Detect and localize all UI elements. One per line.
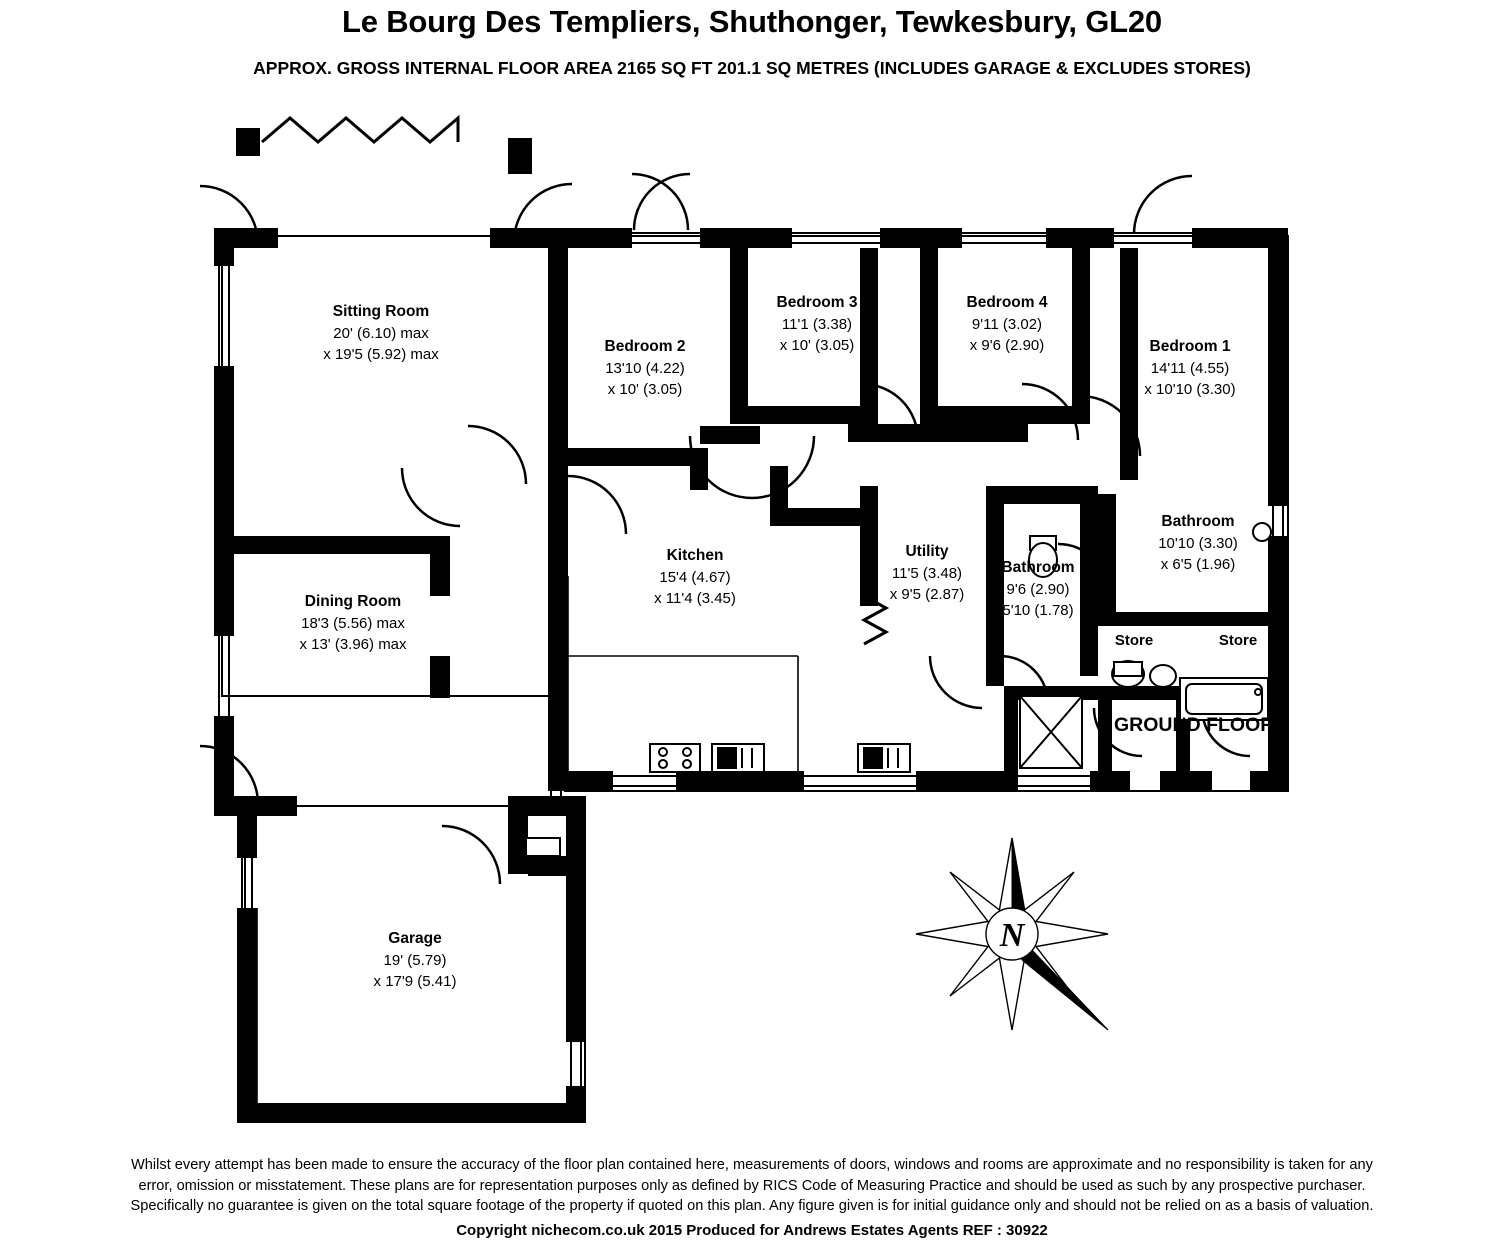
floor-area-subtitle: APPROX. GROSS INTERNAL FLOOR AREA 2165 SQ FT 201.1 SQ METRES (INCLUDES GARAGE & EXCLUDES STORES) — [253, 58, 1251, 78]
room-label-dining-room — [238, 591, 468, 656]
room-label-bedroom-2 — [555, 336, 735, 401]
disclaimer — [0, 1155, 1504, 1217]
room-dimension-1: 20' (6.10) max — [333, 325, 429, 342]
room-dimension-2: x 10' (3.05) — [607, 381, 683, 399]
disclaimer-line-2: error, omission or misstatement. These plans are for representation purposes only as defined by RICS Code of Measuring Practice and should be used as such by any prospective purchaser. — [138, 1177, 1366, 1194]
room-dimension-2: x 9'6 (2.90) — [969, 337, 1045, 355]
room-name: Bathroom — [1161, 513, 1235, 530]
room-dimension-2: x 13' (3.96) max — [299, 636, 407, 654]
room-name: Bathroom — [1001, 559, 1075, 576]
compass-rose — [916, 838, 1108, 1030]
room-dimension-2: 5'10 (1.78) — [1002, 602, 1074, 620]
room-label-store-1: Store — [1114, 632, 1154, 649]
room-label-bedroom-4 — [932, 292, 1082, 357]
room-dimension-2: x 10'10 (3.30) — [1144, 381, 1236, 399]
floor-caption: GROUND FLOOR — [1114, 714, 1275, 736]
room-label-kitchen — [605, 545, 785, 610]
room-label-sitting-room — [266, 301, 496, 366]
room-dimension-1: 11'1 (3.38) — [781, 316, 853, 333]
room-name: Kitchen — [666, 547, 724, 564]
floorplan-drawing — [0, 96, 1504, 1136]
room-name: Bedroom 3 — [776, 294, 858, 311]
bay-roof — [262, 118, 458, 142]
room-name: Dining Room — [304, 593, 402, 610]
room-dimension-1: 19' (5.79) — [383, 952, 447, 969]
room-dimension-2: x 19'5 (5.92) max — [323, 346, 439, 364]
room-dimension-1: 15'4 (4.67) — [659, 569, 731, 586]
room-dimension-1: 9'11 (3.02) — [971, 316, 1043, 333]
room-name: Bedroom 2 — [604, 338, 686, 355]
room-name: Bedroom 1 — [1149, 338, 1231, 355]
room-dimension-2: x 11'4 (3.45) — [654, 590, 736, 608]
disclaimer-line-1: Whilst every attempt has been made to ensure the accuracy of the floor plan contained here, measurements of doors, windows and rooms are approximate and no responsibility is taken for any — [131, 1157, 1373, 1173]
room-label-store-2: Store — [1218, 632, 1258, 649]
room-name: Bedroom 4 — [966, 294, 1048, 311]
room-name: Garage — [388, 930, 442, 947]
room-name: Sitting Room — [332, 303, 430, 320]
room-dimension-1: 10'10 (3.30) — [1158, 535, 1238, 552]
copyright-line: Copyright nichecom.co.uk 2015 Produced for Andrews Estates Agents REF : 30922 — [456, 1222, 1048, 1239]
room-label-bathroom-main — [1118, 511, 1278, 576]
room-dimension-1: 9'6 (2.90) — [1006, 581, 1070, 598]
floorplan-svg — [0, 96, 1504, 1136]
compass-north-letter: N — [999, 917, 1025, 954]
room-label-utility — [852, 541, 1002, 606]
room-label-bedroom-1 — [1110, 336, 1270, 401]
room-dimension-2: x 10' (3.05) — [779, 337, 855, 355]
room-dimension-2: x 9'5 (2.87) — [889, 586, 965, 604]
disclaimer-line-3: Specifically no guarantee is given on the total square footage of the property if quoted on this plan. Any figure given is for initial guidance only and should not be relied on as a basis of valuation. — [130, 1198, 1374, 1215]
room-name: Utility — [905, 543, 949, 560]
room-label-bedroom-3 — [742, 292, 892, 357]
page-title: Le Bourg Des Templiers, Shuthonger, Tewkesbury, GL20 — [342, 4, 1162, 39]
room-label-garage — [320, 928, 510, 993]
room-dimension-1: 11'5 (3.48) — [891, 565, 963, 582]
room-dimension-1: 13'10 (4.22) — [605, 360, 685, 377]
room-dimension-1: 18'3 (5.56) max — [301, 615, 405, 632]
room-dimension-1: 14'11 (4.55) — [1150, 360, 1230, 377]
room-dimension-2: x 17'9 (5.41) — [373, 973, 457, 991]
room-dimension-2: x 6'5 (1.96) — [1160, 556, 1236, 574]
